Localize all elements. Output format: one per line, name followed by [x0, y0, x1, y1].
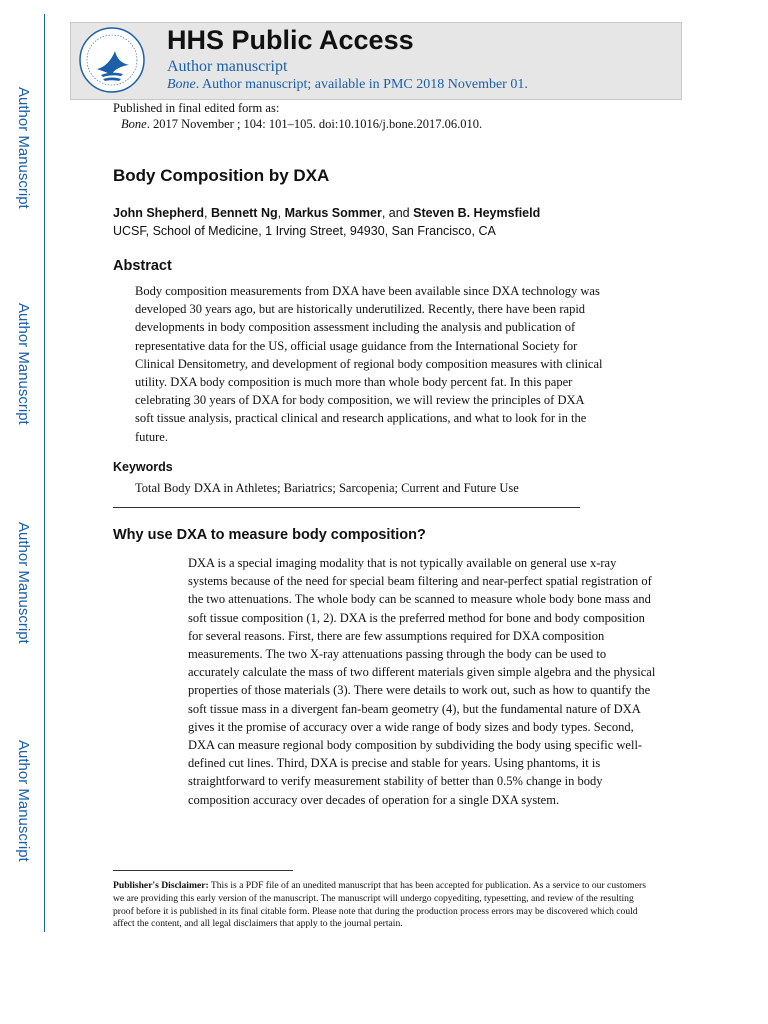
author-list: John Shepherd, Bennett Ng, Markus Sommer, and Steven B. Heymsfield — [113, 206, 541, 220]
article-title: Body Composition by DXA — [113, 166, 330, 185]
section-body: DXA is a special imaging modality that is not typically available on general use x-ray systems because of the need for special beam filtering and near-perfect spatial registration of the two attenuations. The whole body can be scanned to measure whole body bone mass and soft tissue composition (1, 2). DXA is the preferred method for bone and body composition for several reasons. First, there are few assumptions required for DXA composition measurements. The two X-ray attenuations passing through the body can be used to accurately calculate the mass of two different materials given simple algebra and the physical properties of those materials (3). There were details to work out, such as how to quantify the soft tissue mass in a divergent fan-beam geometry (4), but the fundamental nature of DXA gives it the promise of accuracy over a wide range of body sizes and body types. Second, DXA can measure regional body composition by subdividing the body using specific well-defined cut lines. Third, DXA is precise and stable for years. Using phantoms, it is straightforward to verify measurement stability of better than 0.5% change in body composition accuracy over decades of operation for a single DXA system. — [188, 556, 656, 807]
author-name: Markus Sommer — [284, 206, 382, 220]
side-label-author-manuscript: Author Manuscript — [15, 740, 32, 862]
section-divider — [113, 507, 580, 508]
citation — [121, 117, 482, 132]
side-label-author-manuscript: Author Manuscript — [15, 87, 32, 209]
side-rule — [44, 14, 45, 932]
author-name: John Shepherd — [113, 206, 204, 220]
abstract-heading: Abstract — [113, 258, 172, 274]
author-name: Bennett Ng — [210, 206, 278, 220]
affiliation: UCSF, School of Medicine, 1 Irving Street, 94930, San Francisco, CA — [113, 224, 496, 238]
header-availability — [167, 77, 528, 93]
availability-text: . Author manuscript; available in PMC 2018 November 01. — [195, 77, 528, 92]
publisher-disclaimer — [113, 880, 653, 931]
hhs-header-banner — [70, 22, 682, 100]
keywords-text: Total Body DXA in Athletes; Bariatrics; Sarcopenia; Current and Future Use — [135, 481, 519, 495]
citation-journal: Bone — [121, 117, 147, 131]
footnote-rule — [113, 870, 293, 871]
header-title: HHS Public Access — [167, 25, 414, 55]
hhs-eagle-seal-icon — [77, 25, 147, 95]
side-label-author-manuscript: Author Manuscript — [15, 522, 32, 644]
citation-details: . 2017 November ; 104: 101–105. doi:10.1016/j.bone.2017.06.010. — [146, 117, 483, 131]
disclaimer-label: Publisher's Disclaimer: — [113, 880, 209, 891]
published-intro: Published in final edited form as: — [113, 101, 280, 115]
section-heading: Why use DXA to measure body composition? — [113, 527, 426, 543]
side-label-author-manuscript: Author Manuscript — [15, 303, 32, 425]
disclaimer-text: This is a PDF file of an unedited manuscript that has been accepted for publication. As a service to our customers we are providing this early version of the manuscript. The manuscript will undergo copyediting, typesetting, and review of the resulting proof before it is published in its final citable form. Please note that during the production process errors may be discovered which could affect the content, and all legal disclaimers that apply to the journal pertain. — [113, 880, 646, 930]
header-subtitle: Author manuscript — [167, 58, 288, 75]
author-name: Steven B. Heymsfield — [413, 206, 541, 220]
keywords-heading: Keywords — [113, 460, 173, 474]
abstract-text: Body composition measurements from DXA have been available since DXA technology was developed 30 years ago, but are historically underutilized. Recently, there have been rapid developments in body composition assessment including the analysis and publication of representative data for the US, official usage guidance from the International Society for Clinical Densitometry, and development of regional body composition measures with clinical utility. DXA body composition is much more than whole body percent fat. In this paper celebrating 30 years of DXA for body composition, we will review the principles of DXA soft tissue analysis, practical clinical and research applications, and what to look for in the future. — [135, 284, 603, 444]
journal-name: Bone — [167, 77, 196, 92]
